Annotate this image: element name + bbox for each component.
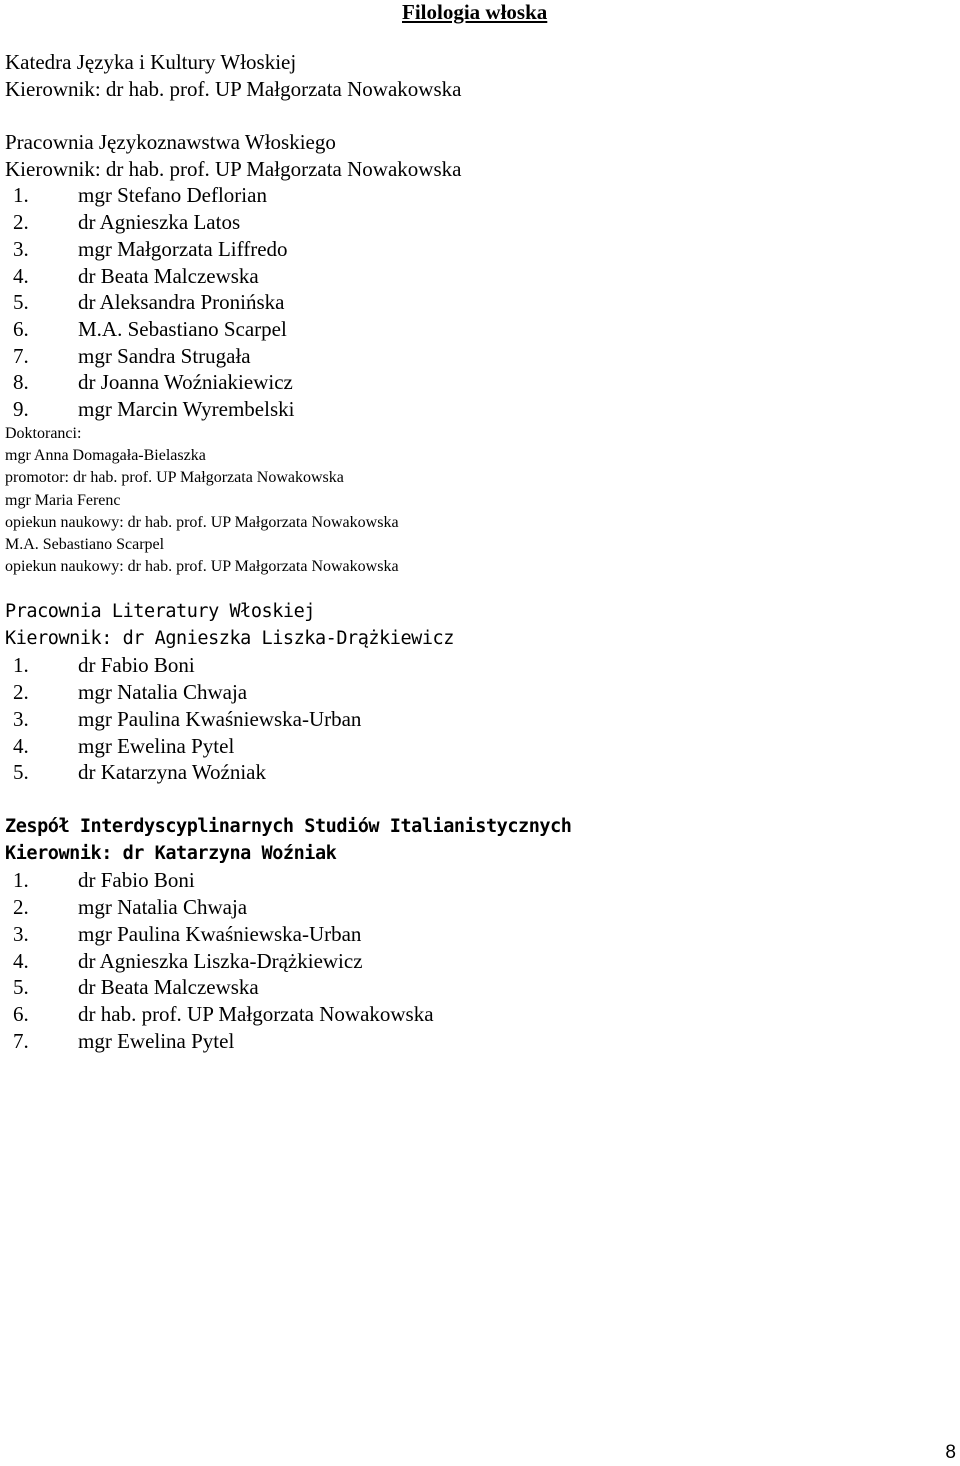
list-item-number: 1. bbox=[13, 183, 29, 208]
katedra-section bbox=[5, 49, 461, 102]
list-item-name: dr Agnieszka Latos bbox=[78, 210, 241, 235]
list-item bbox=[5, 679, 454, 706]
list-item-number: 5. bbox=[13, 760, 29, 785]
list-item-number: 6. bbox=[13, 1001, 29, 1026]
list-item-name: mgr Ewelina Pytel bbox=[78, 733, 235, 758]
list-item bbox=[5, 759, 454, 786]
doktorant-supervisor: opiekun naukowy: dr hab. prof. UP Małgorzata Nowakowska bbox=[5, 558, 399, 576]
list-item-name: mgr Paulina Kwaśniewska-Urban bbox=[78, 921, 362, 946]
list-item-number: 2. bbox=[13, 895, 29, 920]
list-item-name: dr Beata Malczewska bbox=[78, 975, 259, 1000]
list-item-number: 7. bbox=[13, 1028, 29, 1053]
list-item bbox=[5, 948, 571, 975]
list-item bbox=[5, 867, 571, 894]
list-item-name: dr Katarzyna Woźniak bbox=[78, 760, 267, 785]
jezykoznawstwo-name: Pracownia Językoznawstwa Włoskiego bbox=[5, 130, 336, 154]
list-item-number: 9. bbox=[13, 397, 29, 422]
literatura-members bbox=[5, 652, 454, 786]
list-item bbox=[5, 894, 571, 921]
list-item-name: mgr Sandra Strugała bbox=[78, 343, 251, 368]
list-item bbox=[5, 289, 461, 316]
list-item bbox=[5, 396, 461, 423]
list-item-name: mgr Ewelina Pytel bbox=[78, 1028, 235, 1053]
doktorant-name: mgr Anna Domagała-Bielaszka bbox=[5, 447, 206, 465]
list-item-number: 1. bbox=[13, 653, 29, 678]
list-item-number: 2. bbox=[13, 210, 29, 235]
list-item-number: 3. bbox=[13, 236, 29, 261]
list-item bbox=[5, 733, 454, 760]
list-item bbox=[5, 706, 454, 733]
list-item-number: 4. bbox=[13, 733, 29, 758]
list-item-number: 2. bbox=[13, 680, 29, 705]
doktoranci-section bbox=[5, 423, 399, 578]
list-item-number: 5. bbox=[13, 290, 29, 315]
literatura-head: Kierownik: dr Agnieszka Liszka-Drążkiewicz bbox=[5, 627, 454, 649]
list-item-number: 3. bbox=[13, 921, 29, 946]
jezykoznawstwo-section bbox=[5, 129, 461, 423]
list-item-number: 1. bbox=[13, 868, 29, 893]
list-item bbox=[5, 343, 461, 370]
list-item-name: M.A. Sebastiano Scarpel bbox=[78, 316, 287, 341]
doktorant-name: M.A. Sebastiano Scarpel bbox=[5, 536, 165, 554]
list-item-name: dr Beata Malczewska bbox=[78, 263, 259, 288]
list-item-name: mgr Natalia Chwaja bbox=[78, 680, 248, 705]
list-item-name: mgr Marcin Wyrembelski bbox=[78, 397, 295, 422]
list-item bbox=[5, 263, 461, 290]
list-item bbox=[5, 236, 461, 263]
list-item-name: dr Joanna Woźniakiewicz bbox=[78, 370, 293, 395]
zespol-section bbox=[5, 814, 571, 1054]
list-item bbox=[5, 921, 571, 948]
list-item bbox=[5, 182, 461, 209]
list-item-name: dr Aleksandra Pronińska bbox=[78, 290, 285, 315]
list-item bbox=[5, 1028, 571, 1055]
list-item-name: mgr Stefano Deflorian bbox=[78, 183, 267, 208]
doktorant-name: mgr Maria Ferenc bbox=[5, 491, 121, 509]
list-item bbox=[5, 652, 454, 679]
list-item-name: dr hab. prof. UP Małgorzata Nowakowska bbox=[78, 1001, 434, 1026]
jezykoznawstwo-head: Kierownik: dr hab. prof. UP Małgorzata Nowakowska bbox=[5, 156, 462, 181]
list-item-name: dr Fabio Boni bbox=[78, 653, 195, 678]
literatura-name: Pracownia Literatury Włoskiej bbox=[5, 601, 315, 622]
page-title: Filologia włoska bbox=[402, 0, 548, 24]
zespol-head: Kierownik: dr Katarzyna Woźniak bbox=[5, 842, 337, 864]
list-item-name: mgr Małgorzata Liffredo bbox=[78, 236, 288, 261]
list-item bbox=[5, 316, 461, 343]
list-item bbox=[5, 369, 461, 396]
list-item-number: 4. bbox=[13, 263, 29, 288]
katedra-name: Katedra Języka i Kultury Włoskiej bbox=[5, 50, 297, 74]
doktorant-supervisor: opiekun naukowy: dr hab. prof. UP Małgorzata Nowakowska bbox=[5, 513, 399, 531]
list-item-name: dr Agnieszka Liszka-Drążkiewicz bbox=[78, 948, 363, 973]
list-item-name: mgr Paulina Kwaśniewska-Urban bbox=[78, 706, 362, 731]
list-item-name: dr Fabio Boni bbox=[78, 868, 195, 893]
list-item bbox=[5, 974, 571, 1001]
page-number: 8 bbox=[945, 1442, 956, 1463]
list-item bbox=[5, 209, 461, 236]
katedra-head: Kierownik: dr hab. prof. UP Małgorzata Nowakowska bbox=[5, 76, 462, 101]
list-item-number: 6. bbox=[13, 316, 29, 341]
list-item bbox=[5, 1001, 571, 1028]
zespol-members bbox=[5, 867, 571, 1054]
list-item-number: 3. bbox=[13, 706, 29, 731]
list-item-number: 5. bbox=[13, 975, 29, 1000]
list-item-number: 4. bbox=[13, 948, 29, 973]
zespol-name: Zespół Interdyscyplinarnych Studiów Italianistycznych bbox=[5, 816, 572, 837]
doktoranci-label: Doktoranci: bbox=[5, 425, 82, 442]
list-item-name: mgr Natalia Chwaja bbox=[78, 895, 248, 920]
list-item-number: 7. bbox=[13, 343, 29, 368]
doktorant-supervisor: promotor: dr hab. prof. UP Małgorzata Nowakowska bbox=[5, 469, 344, 487]
list-item-number: 8. bbox=[13, 370, 29, 395]
jezykoznawstwo-members bbox=[5, 182, 461, 422]
literatura-section bbox=[5, 599, 454, 786]
